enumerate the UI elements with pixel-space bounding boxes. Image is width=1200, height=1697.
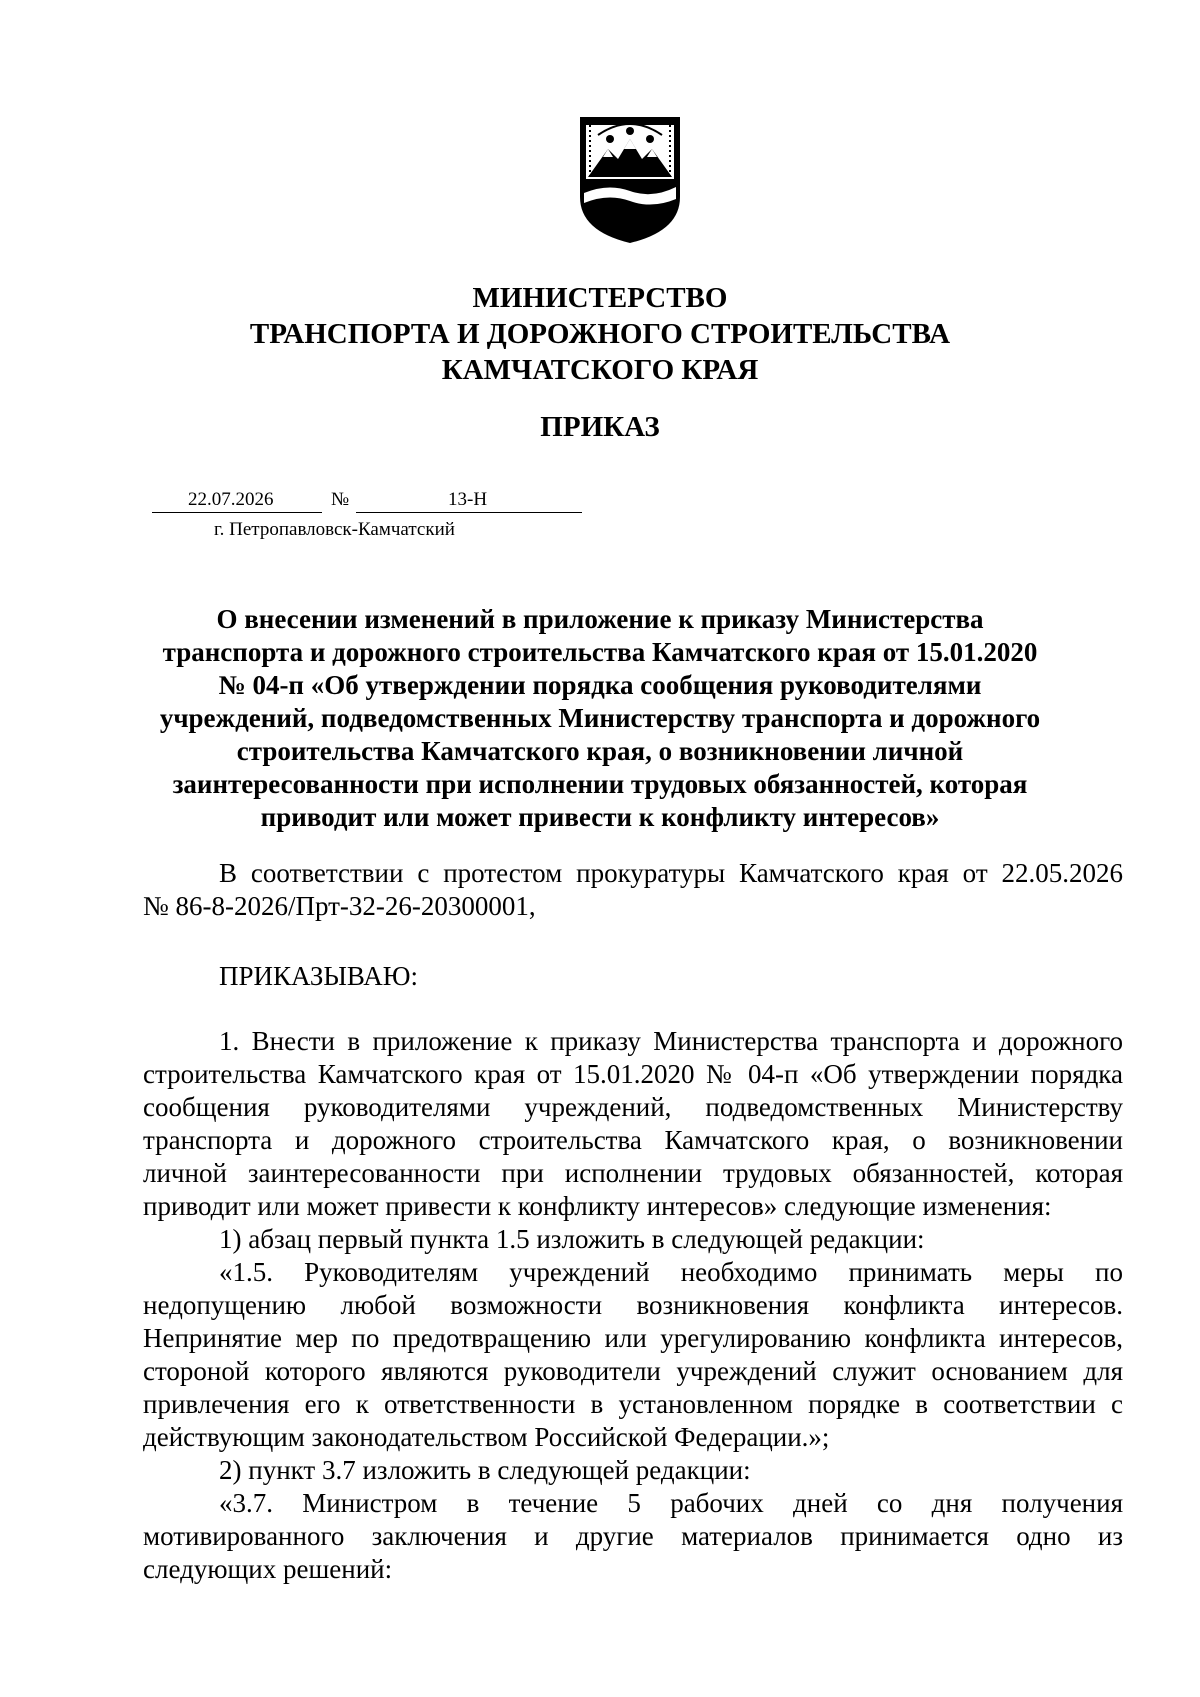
body-line: 2) пункт 3.7 изложить в следующей редакции: <box>219 1455 751 1485</box>
date-number-line <box>152 489 582 517</box>
title-line: приводит или может привести к конфликту интересов» <box>260 802 940 832</box>
order-number: 13-Н <box>448 489 488 510</box>
body-line: Непринятие мер по предотвращению или урегулированию конфликта интересов, <box>143 1323 1123 1353</box>
title-line: О внесении изменений в приложение к приказу Министерства <box>216 604 984 634</box>
number-sign: № <box>331 489 350 510</box>
body-line: 1) абзац первый пункта 1.5 изложить в следующей редакции: <box>219 1224 925 1254</box>
order-body <box>143 1025 1123 1586</box>
order-word <box>143 960 1123 993</box>
body-line: стороной которого являются руководители учреждений служит основанием для <box>143 1356 1123 1386</box>
city-name: г. Петропавловск-Камчатский <box>214 519 455 540</box>
body-line: «3.7. Министром в течение 5 рабочих дней со дня получения <box>219 1488 1123 1518</box>
body-line: следующих решений: <box>143 1554 393 1584</box>
order-date: 22.07.2026 <box>188 489 274 510</box>
body-line: мотивированного заключения и другие материалов принимается одно из <box>143 1521 1123 1551</box>
title-line: заинтересованности при исполнении трудовых обязанностей, которая <box>172 769 1028 799</box>
body-line: 1. Внести в приложение к приказу Министерства транспорта и дорожного <box>219 1026 1123 1056</box>
order-subject-title <box>140 603 1060 834</box>
body-line: привлечения его к ответственности в установленном порядке в соответствии с <box>143 1389 1123 1419</box>
body-line: транспорта и дорожного строительства Камчатского края, о возникновении <box>143 1125 1123 1155</box>
body-line: сообщения руководителями учреждений, подведомственных Министерству <box>143 1092 1123 1122</box>
document-type-title: ПРИКАЗ <box>540 411 660 443</box>
order-word-text: ПРИКАЗЫВАЮ: <box>219 961 418 991</box>
body-line: действующим законодательством Российской Федерации.»; <box>143 1422 830 1452</box>
preamble-paragraph <box>143 857 1123 923</box>
body-line: личной заинтересованности при исполнении трудовых обязанностей, которая <box>143 1158 1123 1188</box>
ministry-name-line-3: КАМЧАТСКОГО КРАЯ <box>441 354 759 386</box>
ministry-name-line-1: МИНИСТЕРСТВО <box>472 282 728 314</box>
title-line: транспорта и дорожного строительства Камчатского края от 15.01.2020 <box>162 637 1038 667</box>
title-line: № 04-п «Об утверждении порядка сообщения руководителями <box>218 670 982 700</box>
title-line: учреждений, подведомственных Министерству транспорта и дорожного <box>159 703 1041 733</box>
body-line: недопущению любой возможности возникновения конфликта интересов. <box>143 1290 1123 1320</box>
body-line: «1.5. Руководителям учреждений необходимо принимать меры по <box>219 1257 1123 1287</box>
kamchatka-coat-of-arms-icon <box>578 113 682 245</box>
preamble-line-1: В соответствии с протестом прокуратуры Камчатского края от 22.05.2026 <box>219 858 1123 888</box>
ministry-name-line-2: ТРАНСПОРТА И ДОРОЖНОГО СТРОИТЕЛЬСТВА <box>249 318 951 350</box>
preamble-line-2: № 86-8-2026/Прт-32-26-20300001, <box>143 891 536 921</box>
number-underline <box>356 512 582 513</box>
title-line: строительства Камчатского края, о возникновении личной <box>236 736 964 766</box>
body-line: приводит или может привести к конфликту интересов» следующие изменения: <box>143 1191 1052 1221</box>
body-line: строительства Камчатского края от 15.01.2020 № 04-п «Об утверждении порядка <box>143 1059 1123 1089</box>
date-underline <box>152 512 322 513</box>
